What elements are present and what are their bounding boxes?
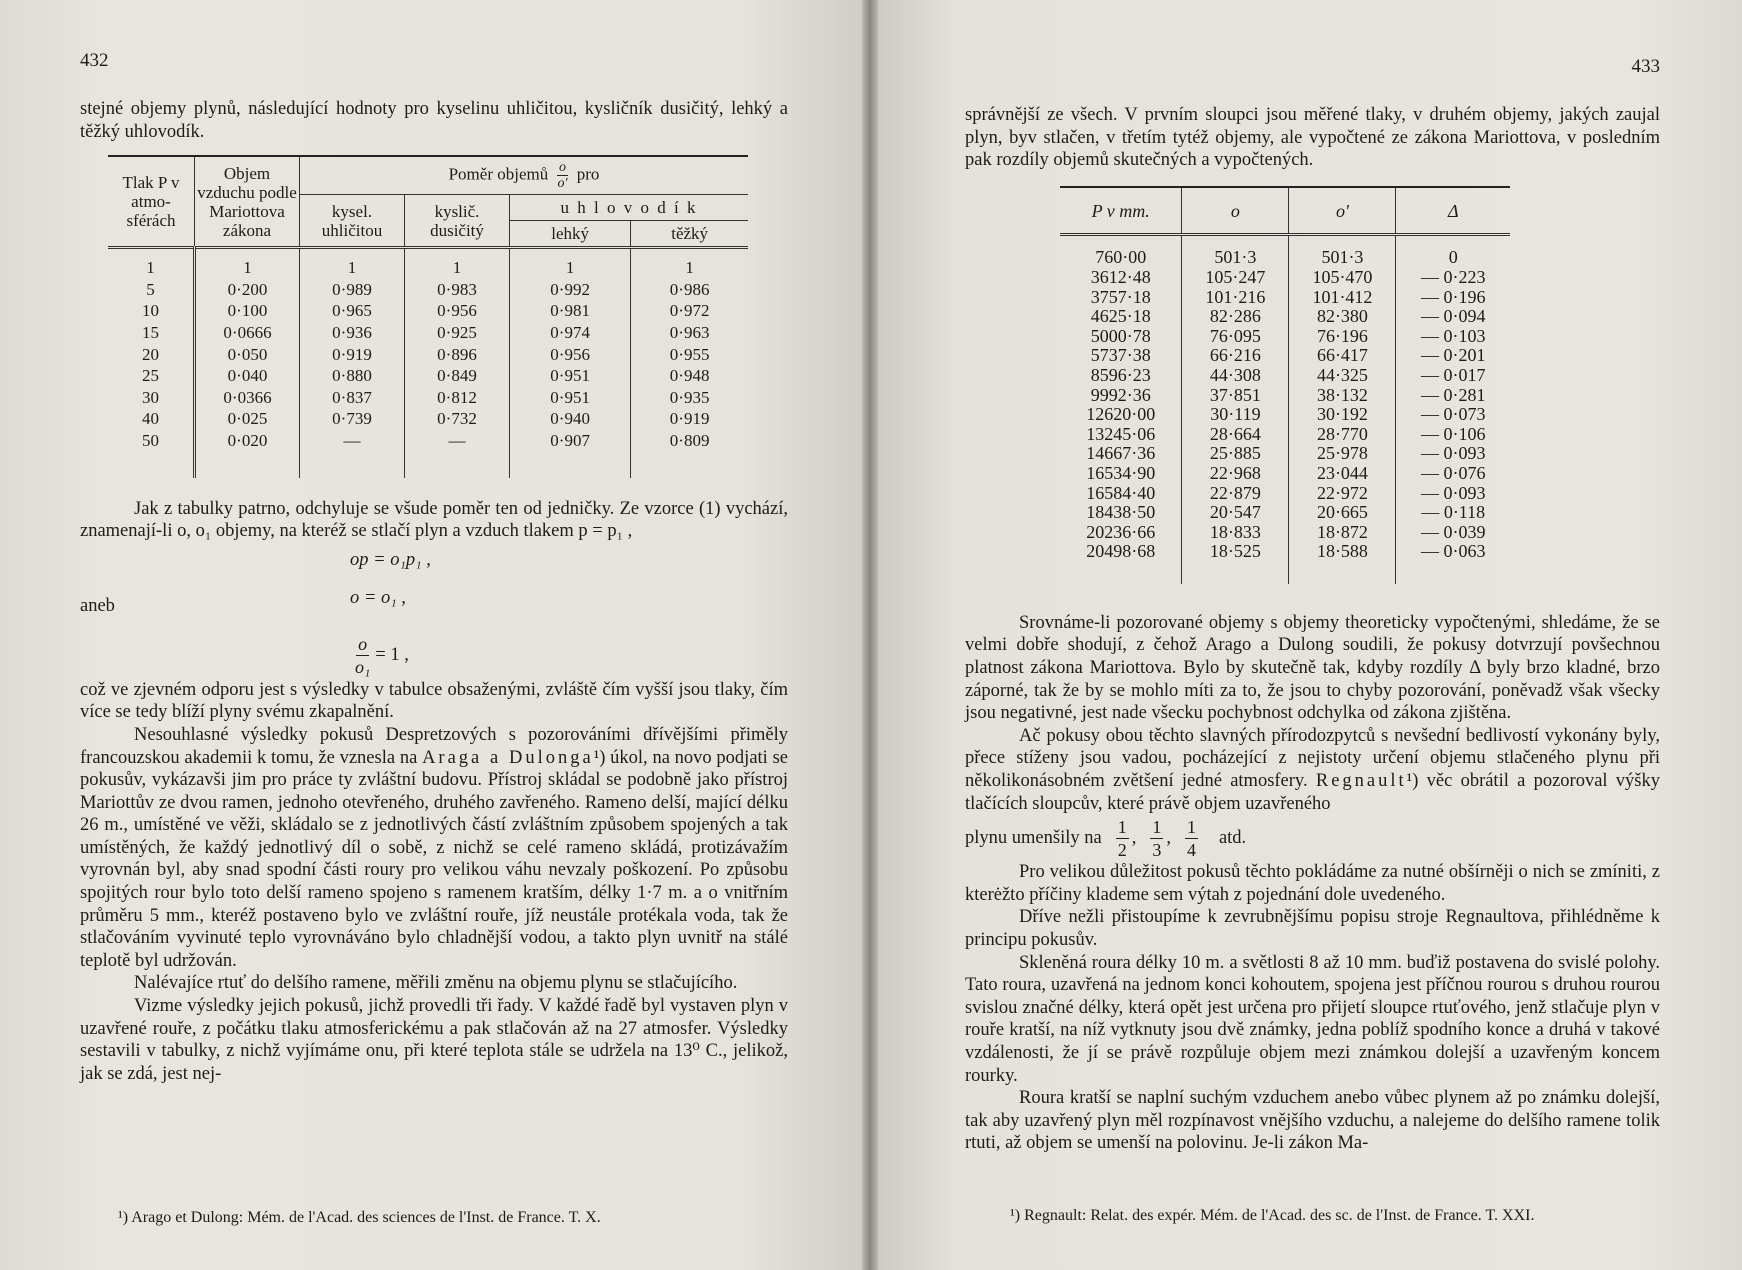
th-ratio-for: pro (576, 164, 600, 184)
table-cell: 18·833 (1182, 523, 1289, 543)
table-cell: 28·664 (1182, 425, 1289, 445)
th-ratio-den: o' (557, 176, 568, 192)
table-cell: 18·588 (1289, 542, 1396, 584)
table-row (1060, 386, 1510, 406)
left-para-4: Nalévajíce rtuť do delšího ramene, měřili změnu na objemu plynu se stlačujícího. (134, 973, 738, 994)
right-para-1: Srovnáme-li pozorované objemy s objemy theoreticky vypočtenými, shledáme, že se velmi dobře shodují, z čehož Arago a Dulong soudili, že pokusy dotvrzují povšechnou platnost zákona Mariottova. Bylo by skutečně tak, kdyby rozdíly Δ byly brzo kladné, brzo záporné, tak že by se mohlo míti za to, že jsou to chyby pozorování, poněvadž však všecky jsou negativné, jest nade všecku pochybnost odchylka od zákona zjištěna. (965, 612, 1660, 724)
gas-ratio-table (108, 155, 748, 477)
table-cell: — (300, 430, 405, 478)
fraction-third-den: 3 (1152, 839, 1162, 860)
table-cell: 0·809 (669, 430, 710, 450)
table-cell: — 0·201 (1420, 345, 1486, 366)
left-para-3-names: Araga a Dulonga (422, 747, 594, 768)
table-row (1060, 327, 1510, 347)
table-cell: 16534·90 (1060, 464, 1182, 484)
table-cell: 0·936 (300, 322, 405, 344)
table-cell: 0·200 (195, 279, 300, 301)
fraction-half (1116, 816, 1129, 861)
th-hydrocarbon: u h l o v o d í k (510, 195, 749, 221)
table-cell: 5 (108, 279, 195, 301)
table-cell: 0·025 (195, 408, 300, 430)
right-page (870, 0, 1742, 1270)
table-cell: 0·989 (300, 279, 405, 301)
table-cell: 0·940 (510, 408, 631, 430)
table-row (1060, 268, 1510, 288)
table-cell: 0 (1448, 247, 1458, 268)
table-cell: — 0·076 (1420, 462, 1486, 483)
table-cell: 0·983 (405, 279, 510, 301)
table-cell: 0·907 (510, 430, 631, 478)
th-ratio-label: Poměr objemů (448, 164, 549, 184)
right-para-5: Skleněná roura délky 10 m. a světlosti 8 až 10 mm. buďiž postavena do svislé polohy. Tato roura, uzavřená na jednom konci kohoutem, spojena jest příčnou rourou s druhou rourou svislou značné délky, která opět jest určena pro přijetí sloupce rtuťového, jenž stlačuje plyn v rouře kratší, na níž vytknuty jsou dvě známky, jedna poblíž spodního konce a druhá v takové vzdálenosti, že jí se právě rozpůluje objem mezi známkou dolejší a uzavřeným koncem rourky. (965, 952, 1660, 1086)
right-para-2d: atd. (1218, 827, 1247, 848)
table-row (108, 344, 748, 366)
table-cell: 5737·38 (1060, 346, 1182, 366)
fraction-quarter-num: 1 (1186, 816, 1196, 837)
left-para-3a: Nesouhlasné výsledky pokusů Despretzových s pozorováními dřívějšími přiměly francouzskou akademii k tomu, že vznesla na (80, 724, 788, 768)
table-cell: 18438·50 (1060, 503, 1182, 523)
table-cell: 82·286 (1182, 307, 1289, 327)
table-header-cell: o' (1289, 187, 1396, 235)
table-cell: 20236·66 (1060, 523, 1182, 543)
equation-2-expr: o = o₁ , (350, 587, 406, 608)
table-cell: 37·851 (1182, 386, 1289, 406)
table-row (108, 430, 748, 478)
table-cell: 101·412 (1289, 288, 1396, 308)
table-cell: 0·739 (300, 408, 405, 430)
table-header-cell: o (1182, 187, 1289, 235)
table-cell: 14667·36 (1060, 444, 1182, 464)
table-cell: 30·192 (1289, 405, 1396, 425)
equation-3-num: o (358, 633, 368, 654)
table-cell: 3612·48 (1060, 268, 1182, 288)
table-cell: 4625·18 (1060, 307, 1182, 327)
table-cell: 25 (108, 365, 195, 387)
table-cell: — 0·118 (1421, 502, 1486, 523)
table-cell: 0·040 (195, 365, 300, 387)
table-row (108, 322, 748, 344)
table-cell: 1 (300, 248, 405, 279)
table-cell: 3757·18 (1060, 288, 1182, 308)
table-row (108, 387, 748, 409)
table-row (1060, 405, 1510, 425)
table-row (1060, 307, 1510, 327)
table-header-cell: Δ (1396, 187, 1510, 235)
left-footnote: ¹) Arago et Dulong: Mém. de l'Acad. des sciences de l'Inst. de France. T. X. (118, 1209, 601, 1227)
table-row (1060, 366, 1510, 386)
table-cell: 0·880 (300, 365, 405, 387)
table-cell: 0·948 (669, 366, 710, 386)
table-cell: 22·879 (1182, 484, 1289, 504)
table-cell: 0·849 (405, 365, 510, 387)
pressure-volume-table (1060, 186, 1510, 584)
table-cell: 23·044 (1289, 464, 1396, 484)
table-cell: 0·732 (405, 408, 510, 430)
table-row (1060, 542, 1510, 584)
table-cell: 1 (405, 248, 510, 279)
table-cell: 44·308 (1182, 366, 1289, 386)
table-row (108, 300, 748, 322)
table-cell: 101·216 (1182, 288, 1289, 308)
equation-3-fraction (353, 633, 372, 678)
table-row (108, 408, 748, 430)
equation-3-den: o₁ (355, 656, 371, 677)
th-ratio (300, 156, 749, 195)
table-row (1060, 484, 1510, 504)
table-cell: 1 (685, 258, 694, 278)
table-header-cell: P v mm. (1060, 187, 1182, 235)
equation-2 (80, 581, 788, 619)
equation-3-rhs: = 1 , (375, 644, 409, 665)
left-page (0, 0, 870, 1270)
table-cell: 13245·06 (1060, 425, 1182, 445)
table-cell: 66·417 (1289, 346, 1396, 366)
table-cell: 0·992 (510, 279, 631, 301)
book-gutter (862, 0, 878, 1270)
table-cell: 9992·36 (1060, 386, 1182, 406)
table-cell: 0·896 (405, 344, 510, 366)
table-cell: 82·380 (1289, 307, 1396, 327)
table-cell: 0·919 (300, 344, 405, 366)
table-cell: 0·020 (195, 430, 300, 478)
fraction-half-num: 1 (1117, 816, 1127, 837)
th-air-volume: Objem vzduchu podle Mariottova zákona (195, 156, 300, 248)
table-cell: 76·095 (1182, 327, 1289, 347)
equation-1 (80, 543, 788, 581)
table-row (1060, 235, 1510, 268)
table-cell: 76·196 (1289, 327, 1396, 347)
table-cell: — 0·063 (1420, 541, 1486, 562)
equation-3 (80, 619, 788, 679)
table-cell: 12620·00 (1060, 405, 1182, 425)
fraction-quarter-den: 4 (1186, 839, 1196, 860)
right-para-2a: Ač pokusy obou těchto slavných přírodozpytců s nevšední bedlivostí vykonány byly, přece stíženy jsou vadou, pocházející z nejistoty určení objemu stlačeného plynu při několikonásobném zvětšení jedné atmosfery. (965, 725, 1660, 792)
table-cell: 25·978 (1289, 444, 1396, 464)
table-cell: 20498·68 (1060, 542, 1182, 584)
equation-3-expr (350, 633, 409, 678)
table-cell: — 0·017 (1420, 364, 1486, 385)
table-cell: 0·963 (669, 322, 710, 342)
table-cell: 10 (108, 300, 195, 322)
left-para-3b: ¹) úkol, na novo podjati se pokusův, vykázavši jim pro práce ty zvláštní budovu. Přístroj skládal se podobně jako přístroj Mariottův ze dvou ramen, jednoho otevřeného, druhého zavřeného. Rameno delší, mající délku 26 m., umístěné ve věži, skládalo se z jednotlivých částí zvláštním způsobem spojených a tak umístěných, že každý jednotlivý díl o sobě, z nichž se celé rameno skládá, protizávažím vyrovnán byl, aby snad spodní části roury pro velikou váhu nevzaly poškození. Po způsobu spojitých rour bylo toto delší rameno spojeno s ramenem kratším, délky 1·7 m. a o vnitřním průměru 5 mm., kteréž postaveno bylo ve zvláštní rouře, jíž neustále protékala voda, tak že stlačováním vyvinuté teplo vyrovnáváno bylo chladnější vodou, a takto plyn uvnitř na stálé teplotě byl udržován. (80, 747, 788, 971)
table-cell: — (405, 430, 510, 478)
right-para-6: Roura kratší se naplní suchým vzduchem anebo vůbec plynem až po známku dolejší, tak aby uzavřený plyn měl rozpínavost vnějšího vzduchu, a nalejeme do delšího ramene tolik rtuti, až objem se umenší na polovinu. Je-li zákon Ma- (965, 1088, 1660, 1154)
table-cell: 16584·40 (1060, 484, 1182, 504)
table-cell: — 0·093 (1420, 443, 1486, 464)
table-cell: 1 (108, 248, 195, 279)
table-cell: 50 (108, 430, 195, 478)
table-cell: 0·974 (510, 322, 631, 344)
table-cell: 0·956 (510, 344, 631, 366)
table-cell: 22·968 (1182, 464, 1289, 484)
table-cell: — 0·094 (1420, 306, 1486, 327)
table-cell: 18·872 (1289, 523, 1396, 543)
right-page-number: 433 (1631, 56, 1660, 77)
table-cell: 0·812 (405, 387, 510, 409)
table-row (108, 365, 748, 387)
table-cell: — 0·093 (1420, 482, 1486, 503)
fraction-half-den: 2 (1117, 839, 1127, 860)
table-cell: 1 (510, 248, 631, 279)
table-cell: 0·951 (510, 387, 631, 409)
right-para-2c: plynu umenšily na (965, 827, 1102, 848)
table-cell: 1 (195, 248, 300, 279)
table-cell: 5000·78 (1060, 327, 1182, 347)
table-cell: 38·132 (1289, 386, 1396, 406)
table-cell: — 0·223 (1420, 266, 1486, 287)
table-cell: 28·770 (1289, 425, 1396, 445)
table-cell: 0·965 (300, 300, 405, 322)
table-row (1060, 503, 1510, 523)
table-row (1060, 288, 1510, 308)
table-row (1060, 444, 1510, 464)
left-page-number: 432 (80, 50, 109, 71)
left-para-3 (80, 724, 788, 973)
table-cell: 0·0666 (195, 322, 300, 344)
table-cell: 8596·23 (1060, 366, 1182, 386)
table-cell: 501·3 (1182, 235, 1289, 268)
table-cell: 0·0366 (195, 387, 300, 409)
table-cell: — 0·103 (1420, 325, 1486, 346)
table-cell: 501·3 (1289, 235, 1396, 268)
th-pressure: Tlak P v atmo-sférách (108, 156, 195, 248)
table-cell: — 0·281 (1420, 384, 1486, 405)
right-para-3: Pro velikou důležitost pokusů těchto pokládáme za nutné obšírněji o nich se zmíniti, z kterėžto příčiny klademe sem výtah z pojednání dole uvedeného. (965, 862, 1660, 905)
table-cell: 20·665 (1289, 503, 1396, 523)
table-cell: 66·216 (1182, 346, 1289, 366)
table-cell: 0·050 (195, 344, 300, 366)
table-cell: 30·119 (1182, 405, 1289, 425)
table-row (108, 248, 748, 279)
table-cell: 0·100 (195, 300, 300, 322)
table-cell: 0·956 (405, 300, 510, 322)
table-cell: 0·935 (669, 387, 710, 407)
table-cell: 40 (108, 408, 195, 430)
th-ratio-fraction (555, 160, 569, 191)
th-ratio-num: o (558, 160, 566, 176)
left-para-5: Vizme výsledky jejich pokusů, jichž provedli tři řady. V každé řadě byl vystaven plyn v uzavřené rouře, z počátku tlaku atmosferickému a pak stlačován až na 27 atmosfer. Výsledky sestavili v tabulky, z nichž vyjímáme onu, při které teplota stále se udržela na 13⁰ C., jelikož, jak se zdá, jest nej- (80, 996, 788, 1084)
right-para-2 (965, 725, 1660, 815)
right-para-4: Dříve nežli přistoupíme k zevrubnějšímu popisu stroje Regnaultova, přihlédněme k principu pokusův. (965, 907, 1660, 950)
fraction-third (1150, 816, 1163, 861)
table-cell: 25·885 (1182, 444, 1289, 464)
table-cell: 760·00 (1060, 235, 1182, 268)
table-row (108, 279, 748, 301)
fraction-quarter (1185, 816, 1198, 861)
table-cell: 0·919 (669, 409, 710, 429)
table-cell: 15 (108, 322, 195, 344)
fraction-third-num: 1 (1152, 816, 1162, 837)
left-intro: stejné objemy plynů, následující hodnoty pro kyselinu uhličitou, kysličník dusičitý, lehký a těžký uhlovodík. (80, 99, 788, 142)
table-cell: 105·247 (1182, 268, 1289, 288)
th-no2: kyslič. dusičitý (405, 195, 510, 248)
equation-label-aneb: aneb (80, 595, 115, 616)
table-cell: 0·925 (405, 322, 510, 344)
table-row (1060, 523, 1510, 543)
th-heavy: těžký (631, 221, 748, 248)
table-cell: 0·955 (669, 344, 710, 364)
table-cell: 18·525 (1182, 542, 1289, 584)
pressure-volume-table-body (1060, 235, 1510, 584)
right-footnote: ¹) Regnault: Relat. des expér. Mém. de l'Acad. des sc. de l'Inst. de France. T. XXI. (1010, 1207, 1535, 1225)
table-cell: 0·981 (510, 300, 631, 322)
table-cell: 0·972 (669, 301, 710, 321)
th-co2: kysel. uhličitou (300, 195, 405, 248)
th-light: lehký (510, 221, 631, 248)
right-para-2-name: Regnault (1315, 771, 1407, 792)
table-cell: — 0·073 (1420, 404, 1486, 425)
table-cell: 22·972 (1289, 484, 1396, 504)
gas-ratio-table-body (108, 248, 748, 478)
table-cell: — 0·196 (1420, 286, 1486, 307)
left-para-2: což ve zjevném odporu jest s výsledky v tabulce obsaženými, zvláště čím vyšší jsou tlaky, čím více se tedy blíží plyny svému zkapalnění. (80, 679, 788, 723)
table-cell: 0·986 (669, 279, 710, 299)
table-row (1060, 464, 1510, 484)
table-cell: 20 (108, 344, 195, 366)
table-cell: — 0·039 (1420, 521, 1486, 542)
equation-1-expr: op = o₁p₁ , (350, 549, 431, 570)
table-row (1060, 425, 1510, 445)
pressure-volume-table-header (1060, 187, 1510, 235)
right-para-2-fractions: plynu umenšily na $\frac{1}{2}$ , $\frac{1}{3}$ , $\frac{1}{4}$ atd. (965, 816, 1247, 860)
right-intro: správnější ze všech. V prvním sloupci jsou měřené tlaky, v druhém objemy, jakých zaujal plyn, byv stlačen, v třetím tytéž objemy, ale vypočtené ze zákona Mariottova, v posledním pak rozdíly objemů skutečných a vypočtených. (965, 105, 1660, 171)
table-cell: — 0·106 (1420, 423, 1486, 444)
table-cell: 44·325 (1289, 366, 1396, 386)
table-row (1060, 346, 1510, 366)
right-para-2b: ¹) věc obrátil a pozoroval výšky tlačících sloupcův, které právě objem uzavřeného (965, 771, 1661, 814)
table-cell: 105·470 (1289, 268, 1396, 288)
table-cell: 0·837 (300, 387, 405, 409)
table-cell: 20·547 (1182, 503, 1289, 523)
left-para-1: Jak z tabulky patrno, odchyluje se všude poměr ten od jedničky. Ze vzorce (1) vychází, znamenají-li o, o₁ objemy, na kteréž se stlačí plyn a vzduch tlakem p = p₁ , (80, 498, 788, 542)
table-cell: 30 (108, 387, 195, 409)
table-cell: 0·951 (510, 365, 631, 387)
